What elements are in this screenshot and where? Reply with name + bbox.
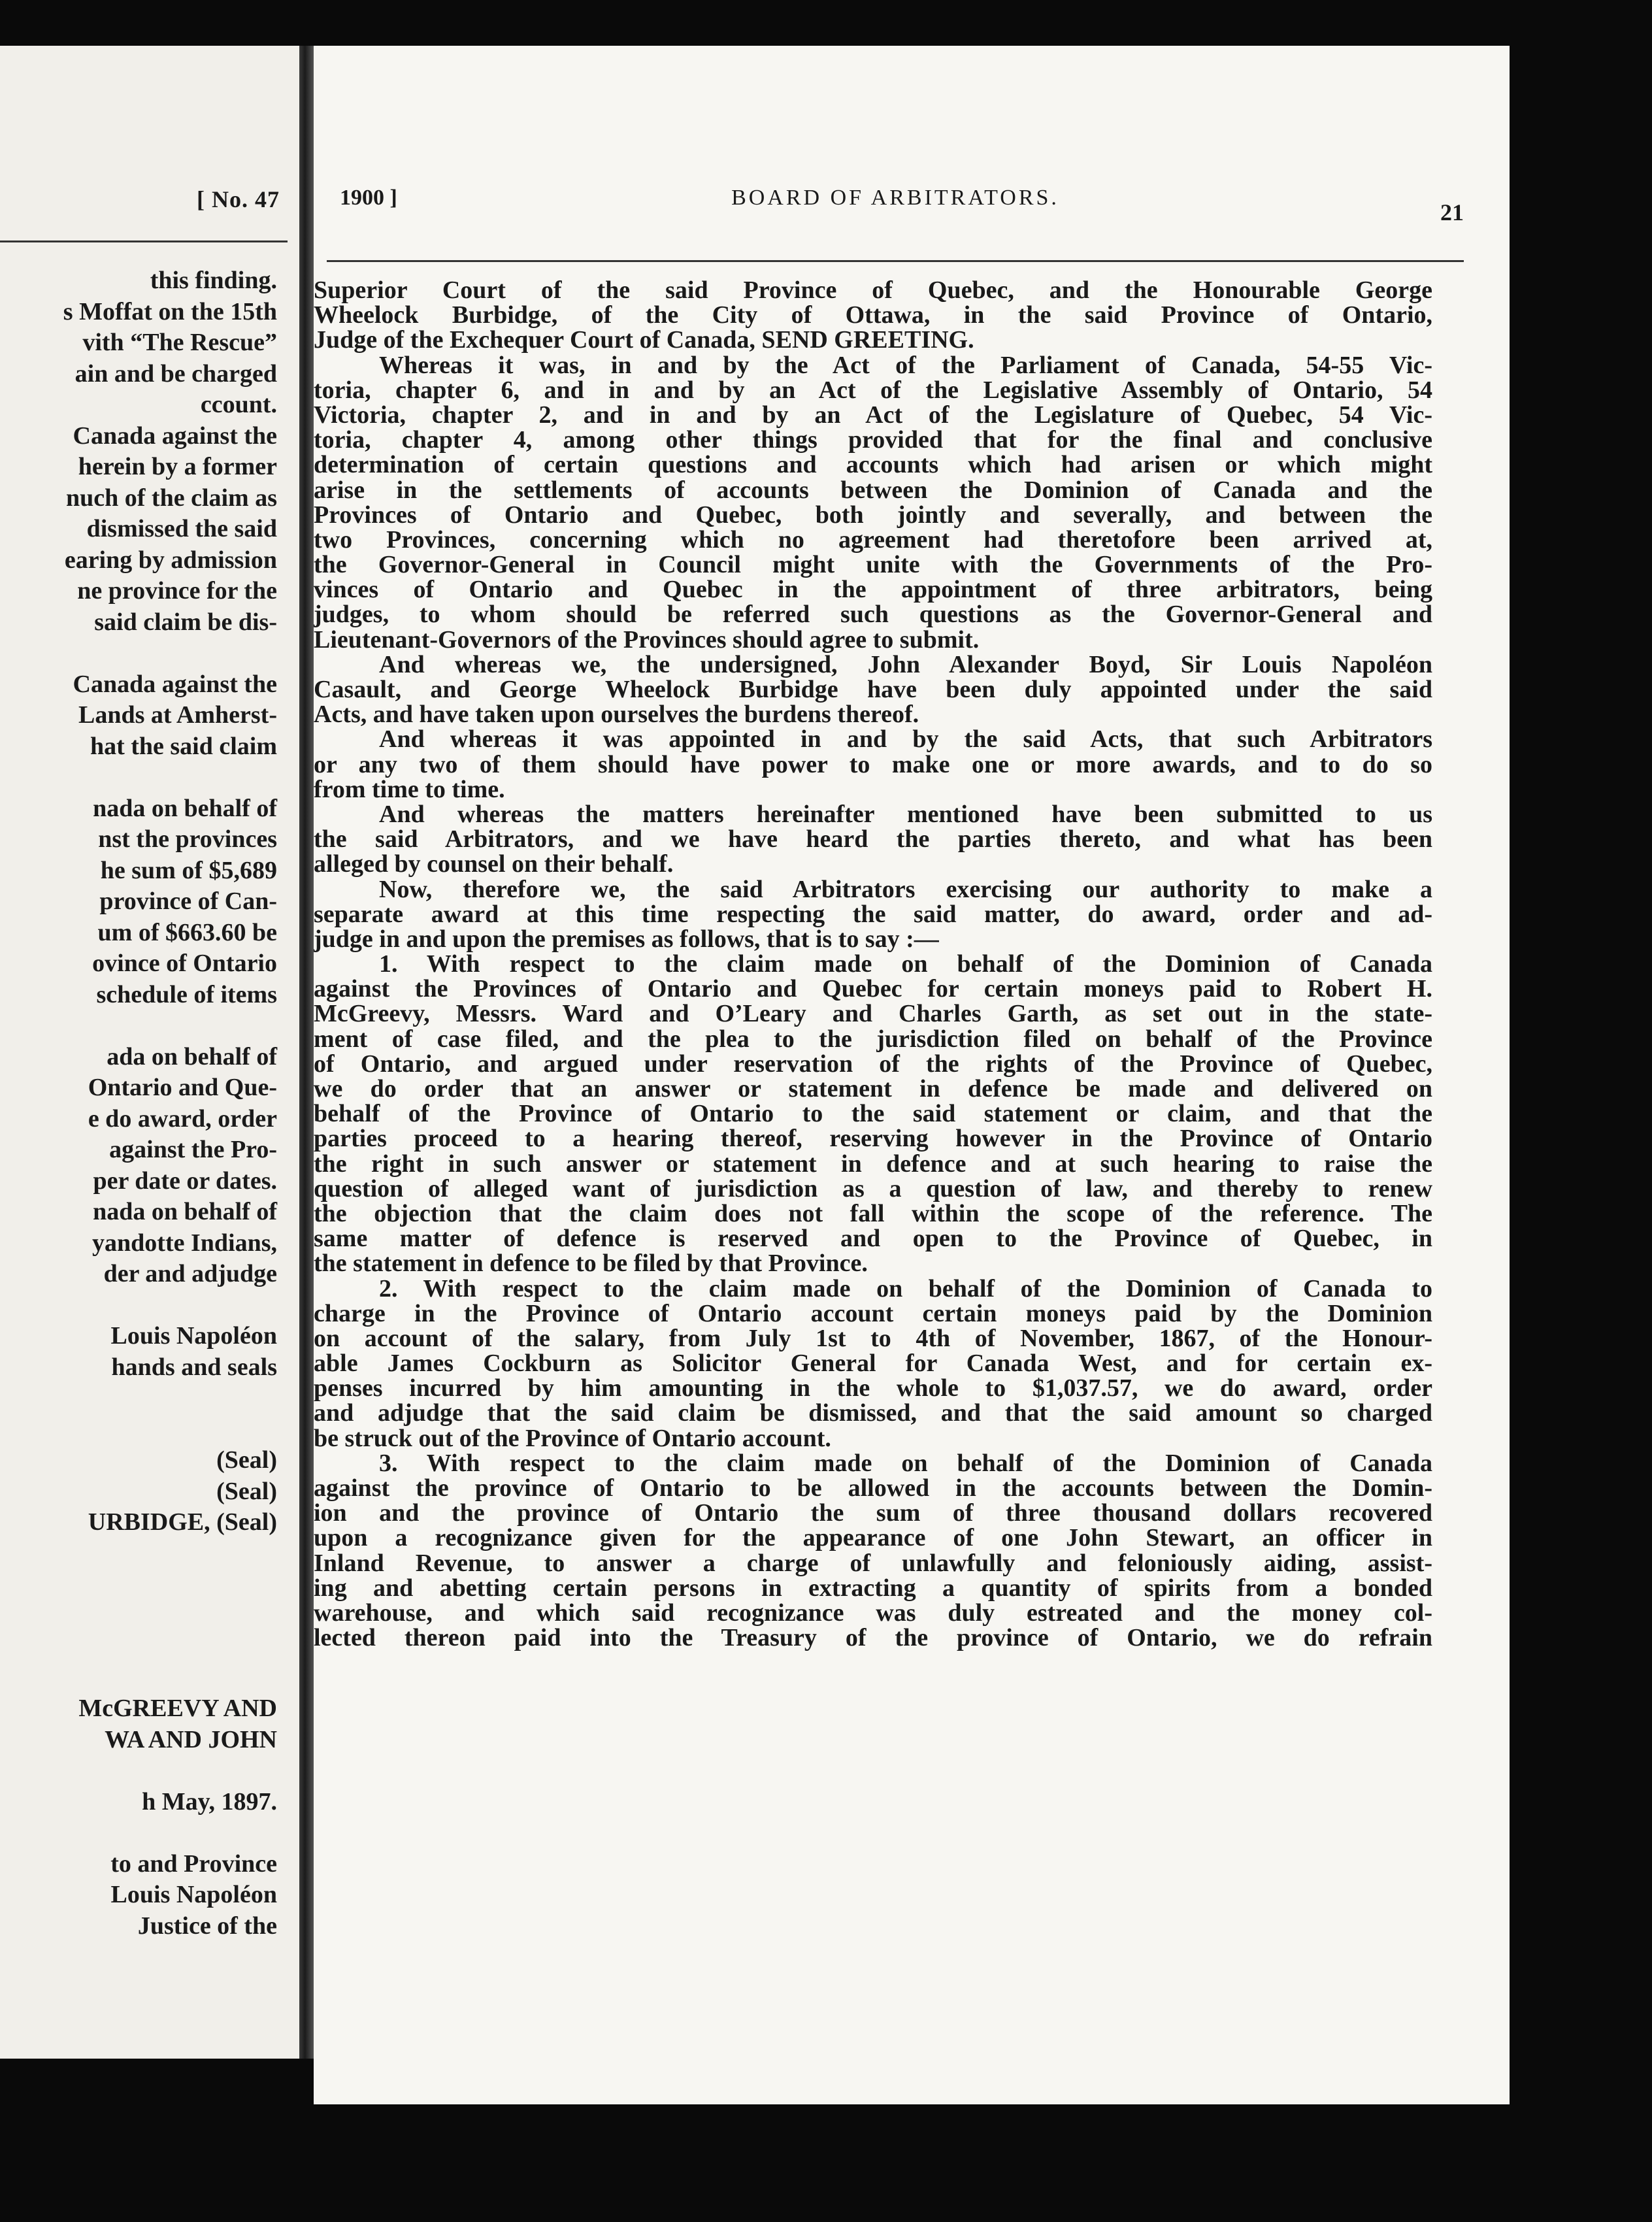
body-text-line: Judge of the Exchequer Court of Canada, SEND GREETING. bbox=[314, 326, 974, 354]
body-text-line: 3. With respect to the claim made on behalf of the Dominion of Canada bbox=[379, 1449, 1432, 1477]
left-text-line: herein by a former bbox=[78, 453, 277, 480]
left-text-line: Louis Napoléon bbox=[110, 1322, 277, 1350]
left-text-line bbox=[0, 1663, 277, 1694]
left-text-line bbox=[0, 1569, 277, 1600]
body-text-line: we do order that an answer or statement in defence be made and delivered on bbox=[314, 1075, 1432, 1103]
body-text-line: ion and the province of Ontario the sum of three thousand dollars recovered bbox=[314, 1499, 1432, 1527]
body-text-line: from time to time. bbox=[314, 775, 505, 803]
left-text-line: hat the said claim bbox=[90, 732, 277, 760]
left-header-rule bbox=[0, 240, 288, 242]
body-text-line: Victoria, chapter 2, and in and by an Act of the Legislature of Quebec, 54 Vic- bbox=[314, 401, 1432, 429]
body-text-line: behalf of the Province of Ontario to the said statement or claim, and that the bbox=[314, 1100, 1432, 1128]
body-text-line: Provinces of Ontario and Quebec, both jointly and severally, and between the bbox=[314, 501, 1432, 529]
previous-page-fragment bbox=[0, 46, 299, 2059]
body-text-line: Superior Court of the said Province of Quebec, and the Honourable George bbox=[314, 276, 1432, 304]
left-text-line: der and adjudge bbox=[103, 1260, 277, 1287]
left-text-line: ada on behalf of bbox=[107, 1042, 277, 1070]
body-text-line: penses incurred by him amounting in the whole to $1,037.57, we do award, order bbox=[314, 1374, 1432, 1402]
body-text-line: the statement in defence to be filed by that Province. bbox=[314, 1250, 868, 1278]
body-text-line: vinces of Ontario and Quebec in the appointment of three arbitrators, being bbox=[314, 576, 1432, 604]
body-text-line: Lieutenant-Governors of the Provinces should agree to submit. bbox=[314, 625, 980, 654]
body-text-line: toria, chapter 4, among other things provided that for the final and conclusive bbox=[314, 426, 1432, 454]
left-text-line: ovince of Ontario bbox=[92, 950, 277, 977]
body-text-line: toria, chapter 6, and in and by an Act of the Legislative Assembly of Ontario, 54 bbox=[314, 376, 1432, 404]
body-text-line: Now, therefore we, the said Arbitrators exercising our authority to make a bbox=[379, 875, 1432, 903]
body-text-line: or any two of them should have power to make one or more awards, and to do so bbox=[314, 750, 1432, 778]
body-text-line: warehouse, and which said recognizance was duly estreated and the money col- bbox=[314, 1599, 1432, 1627]
body-text-line: 2. With respect to the claim made on behalf of the Dominion of Canada to bbox=[379, 1274, 1432, 1302]
left-text-line bbox=[0, 1631, 277, 1663]
body-text-line: and adjudge that the said claim be dismissed, and that the said amount so charged bbox=[314, 1399, 1432, 1427]
running-head-title: BOARD OF ARBITRATORS. bbox=[731, 186, 1059, 210]
body-text-line: Inland Revenue, to answer a charge of unlawfully and feloniously aiding, assist- bbox=[314, 1549, 1432, 1577]
left-text-line: this finding. bbox=[150, 267, 277, 294]
body-text-line: question of alleged want of jurisdiction as a question of law, and thereby to renew bbox=[314, 1174, 1432, 1202]
body-text-line: the right in such answer or statement in defence and at such hearing to raise the bbox=[314, 1150, 1432, 1178]
left-text-line: h May, 1897. bbox=[142, 1787, 277, 1816]
header-rule bbox=[327, 260, 1464, 262]
left-text-line: he sum of $5,689 bbox=[100, 856, 277, 884]
binding-gutter bbox=[299, 46, 314, 2059]
body-text-line: judge in and upon the premises as follows, that is to say :— bbox=[314, 925, 939, 953]
left-text-line: hands and seals bbox=[111, 1353, 277, 1381]
left-running-head: [ No. 47 bbox=[197, 186, 280, 212]
left-text-line: e do award, order bbox=[88, 1104, 277, 1133]
left-text-line: Ontario and Que- bbox=[88, 1074, 277, 1101]
body-text-line: Acts, and have taken upon ourselves the burdens thereof. bbox=[314, 701, 919, 729]
body-text-line: determination of certain questions and accounts which had arisen or which might bbox=[314, 451, 1432, 479]
body-text-line: upon a recognizance given for the appearance of one John Stewart, an officer in bbox=[314, 1524, 1432, 1552]
body-text-line: two Provinces, concerning which no agreement had theretofore been arrived at, bbox=[314, 525, 1432, 554]
body-text-line: able James Cockburn as Solicitor General for Canada West, and for certain ex- bbox=[314, 1350, 1432, 1378]
left-text-line: nst the provinces bbox=[98, 825, 277, 853]
body-text-line: charge in the Province of Ontario account certain moneys paid by the Dominion bbox=[314, 1299, 1432, 1327]
running-head bbox=[327, 186, 1464, 225]
page-number: 21 bbox=[1440, 199, 1464, 225]
body-text-line: of Ontario, and argued under reservation of the rights of the Province of Quebec, bbox=[314, 1050, 1432, 1078]
body-text-line: separate award at this time respecting the said matter, do award, order and ad- bbox=[314, 900, 1432, 928]
body-text bbox=[314, 278, 1432, 1650]
left-text-line: to and Province bbox=[110, 1849, 277, 1878]
left-text-line: yandotte Indians, bbox=[92, 1229, 277, 1257]
left-text-line: per date or dates. bbox=[93, 1167, 277, 1195]
left-text-line: province of Can- bbox=[99, 887, 277, 915]
left-text-line: (Seal) bbox=[216, 1446, 277, 1474]
left-text-line: s Moffat on the 15th bbox=[63, 297, 277, 325]
left-text-line bbox=[0, 1755, 277, 1787]
left-text-line bbox=[0, 1600, 277, 1632]
left-text-line: ccount. bbox=[200, 391, 277, 418]
body-text-line: McGreevy, Messrs. Ward and O’Leary and Charles Garth, as set out in the state- bbox=[314, 1000, 1432, 1028]
left-text-line: against the Pro- bbox=[109, 1136, 277, 1163]
body-text-line: And whereas the matters hereinafter mentioned have been submitted to us bbox=[379, 800, 1432, 828]
body-text-line: 1. With respect to the claim made on behalf of the Dominion of Canada bbox=[379, 950, 1432, 978]
left-text-line: Canada against the bbox=[73, 422, 277, 450]
body-text-line: the said Arbitrators, and we have heard the parties thereto, and what has been bbox=[314, 825, 1432, 854]
left-text-line: Louis Napoléon bbox=[110, 1881, 277, 1908]
left-text-line: schedule of items bbox=[96, 980, 277, 1008]
left-text-line: vith “The Rescue” bbox=[82, 329, 277, 356]
body-text-line: Whereas it was, in and by the Act of the Parliament of Canada, 54-55 Vic- bbox=[379, 351, 1432, 379]
left-text-line: WA AND JOHN bbox=[105, 1725, 277, 1753]
left-text-line: URBIDGE, (Seal) bbox=[88, 1508, 277, 1536]
left-text-line: (Seal) bbox=[216, 1477, 277, 1505]
body-text-line: the Governor-General in Council might unite with the Governments of the Pro- bbox=[314, 551, 1432, 579]
body-text-line: against the province of Ontario to be allowed in the accounts between the Domin- bbox=[314, 1474, 1432, 1502]
left-text-line bbox=[0, 1414, 277, 1446]
body-text-line: Wheelock Burbidge, of the City of Ottawa, in the said Province of Ontario, bbox=[314, 301, 1432, 329]
left-text-line: ain and be charged bbox=[74, 359, 277, 388]
body-text-line: be struck out of the Province of Ontario account. bbox=[314, 1424, 831, 1452]
left-text-line bbox=[0, 1290, 277, 1321]
left-text-line: dismissed the said bbox=[86, 515, 277, 542]
left-text-line: Lands at Amherst- bbox=[78, 701, 277, 729]
left-text-line: said claim be dis- bbox=[94, 608, 277, 636]
left-text-line: nuch of the claim as bbox=[66, 484, 277, 512]
left-text-line: nada on behalf of bbox=[93, 794, 277, 822]
body-text-line: the objection that the claim does not fall within the scope of the reference. The bbox=[314, 1199, 1432, 1227]
left-text-line: McGREEVY AND bbox=[78, 1695, 277, 1722]
left-text-line bbox=[0, 1538, 277, 1570]
body-text-line: on account of the salary, from July 1st to 4th of November, 1867, of the Honour- bbox=[314, 1324, 1432, 1352]
body-text-line: And whereas it was appointed in and by the said Acts, that such Arbitrators bbox=[379, 725, 1432, 754]
body-text-line: parties proceed to a hearing thereof, reserving however in the Province of Ontario bbox=[314, 1125, 1432, 1153]
body-text-line: Casault, and George Wheelock Burbidge have been duly appointed under the said bbox=[314, 676, 1432, 703]
left-text-line: Canada against the bbox=[73, 670, 277, 698]
left-text-line: um of $663.60 be bbox=[97, 918, 277, 946]
left-text-line bbox=[0, 638, 277, 669]
body-text-line: lected thereon paid into the Treasury of the province of Ontario, we do refrain bbox=[314, 1624, 1432, 1652]
left-text-line: Justice of the bbox=[137, 1912, 277, 1940]
body-text-line: ment of case filed, and the plea to the jurisdiction filed on behalf of the Province bbox=[314, 1025, 1432, 1053]
left-text-line bbox=[0, 1383, 277, 1414]
left-page-text bbox=[0, 265, 277, 1942]
body-text-line: judges, to whom should be referred such questions as the Governor-General and bbox=[314, 601, 1432, 629]
left-text-line: ne province for the bbox=[77, 577, 277, 605]
left-text-line: nada on behalf of bbox=[93, 1198, 277, 1225]
body-text-line: same matter of defence is reserved and open to the Province of Quebec, in bbox=[314, 1225, 1432, 1253]
body-text-line: ing and abetting certain persons in extracting a quantity of spirits from a bonded bbox=[314, 1574, 1432, 1602]
body-text-line: And whereas we, the undersigned, John Alexander Boyd, Sir Louis Napoléon bbox=[379, 650, 1432, 678]
left-text-line bbox=[0, 1010, 277, 1042]
left-text-line bbox=[0, 762, 277, 793]
current-page bbox=[314, 46, 1510, 2104]
body-text-line: arise in the settlements of accounts between the Dominion of Canada and the bbox=[314, 476, 1432, 504]
body-text-line: alleged by counsel on their behalf. bbox=[314, 850, 674, 878]
left-text-line bbox=[0, 1817, 277, 1849]
body-text-line: against the Provinces of Ontario and Quebec for certain moneys paid to Robert H. bbox=[314, 975, 1432, 1003]
running-head-year: 1900 ] bbox=[340, 186, 397, 210]
left-text-line: earing by admission bbox=[64, 546, 277, 574]
